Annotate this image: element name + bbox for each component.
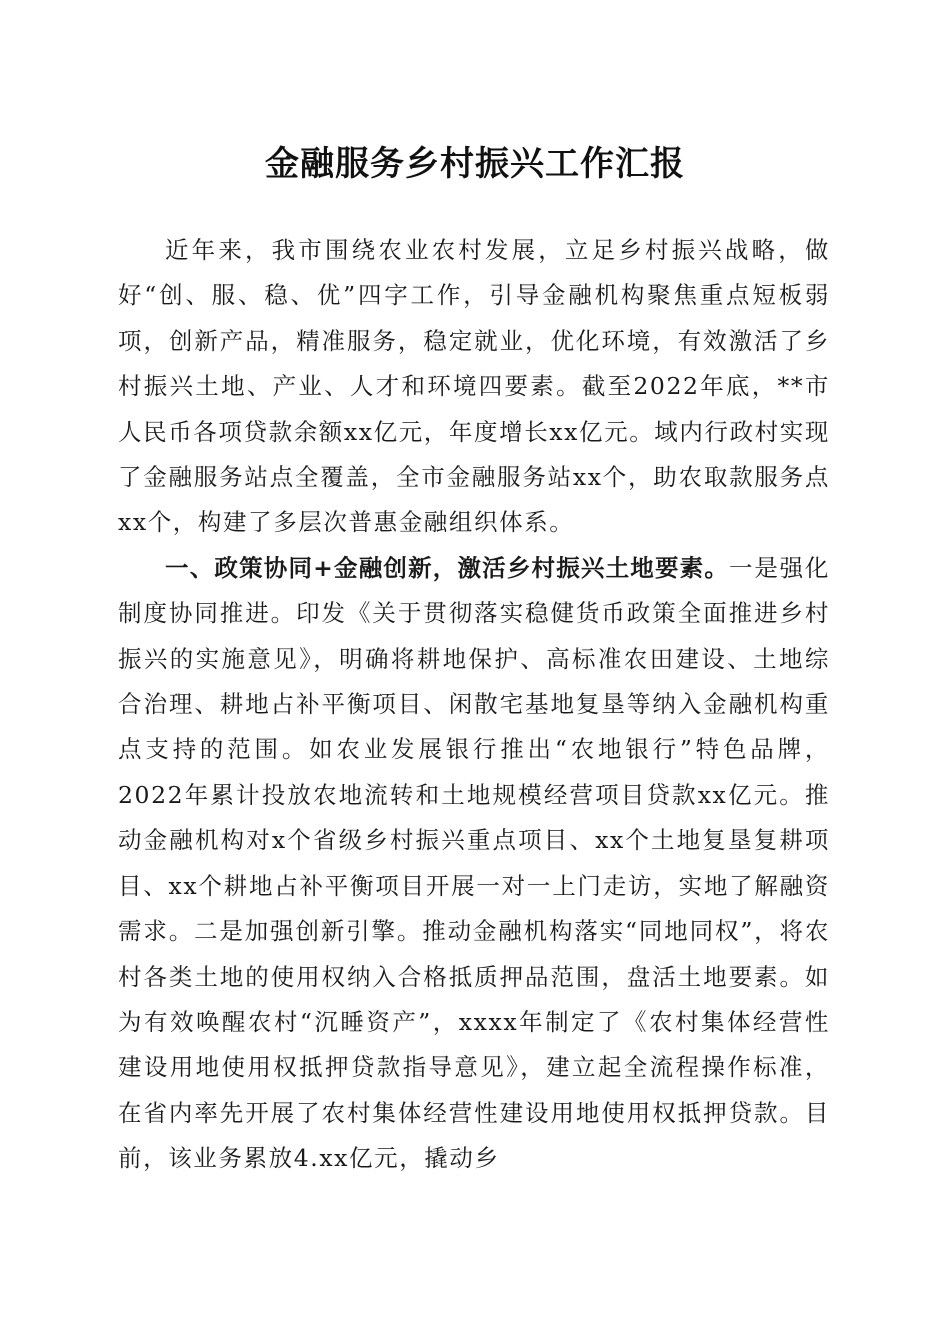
section-1-paragraph xyxy=(118,546,830,1182)
section-1-heading: 一、政策协同+金融创新，激活乡村振兴土地要素。 xyxy=(165,553,730,582)
section-1-text: 一是强化制度协同推进。印发《关于贯彻落实稳健货币政策全面推进乡村振兴的实施意见》，明确将耕地保护、高标准农田建设、土地综合治理、耕地占补平衡项目、闲散宅基地复垦等纳入金融机构重点支持的范围。如农业发展银行推出“农地银行”特色品牌，2022年累计投放农地流转和土地规模经营项目贷款xx亿元。推动金融机构对x个省级乡村振兴重点项目、xx个土地复垦复耕项目、xx个耕地占补平衡项目开展一对一上门走访，实地了解融资需求。二是加强创新引擎。推动金融机构落实“同地同权”，将农村各类土地的使用权纳入合格抵质押品范围，盘活土地要素。如为有效唤醒农村“沉睡资产”，xxxx年制定了《农村集体经营性建设用地使用权抵押贷款指导意见》，建立起全流程操作标准，在省内率先开展了农村集体经营性建设用地使用权抵押贷款。目前，该业务累放4.xx亿元，撬动乡 xyxy=(118,553,830,1173)
intro-paragraph: 近年来，我市围绕农业农村发展，立足乡村振兴战略，做好“创、服、稳、优”四字工作，引导金融机构聚焦重点短板弱项，创新产品，精准服务，稳定就业，优化环境，有效激活了乡村振兴土地、产业、人才和环境四要素。截至2022年底，**市人民币各项贷款余额xx亿元，年度增长xx亿元。域内行政村实现了金融服务站点全覆盖，全市金融服务站xx个，助农取款服务点xx个，构建了多层次普惠金融组织体系。 xyxy=(118,236,831,537)
document-title: 金融服务乡村振兴工作汇报 xyxy=(265,144,685,184)
document-body xyxy=(118,228,830,1182)
